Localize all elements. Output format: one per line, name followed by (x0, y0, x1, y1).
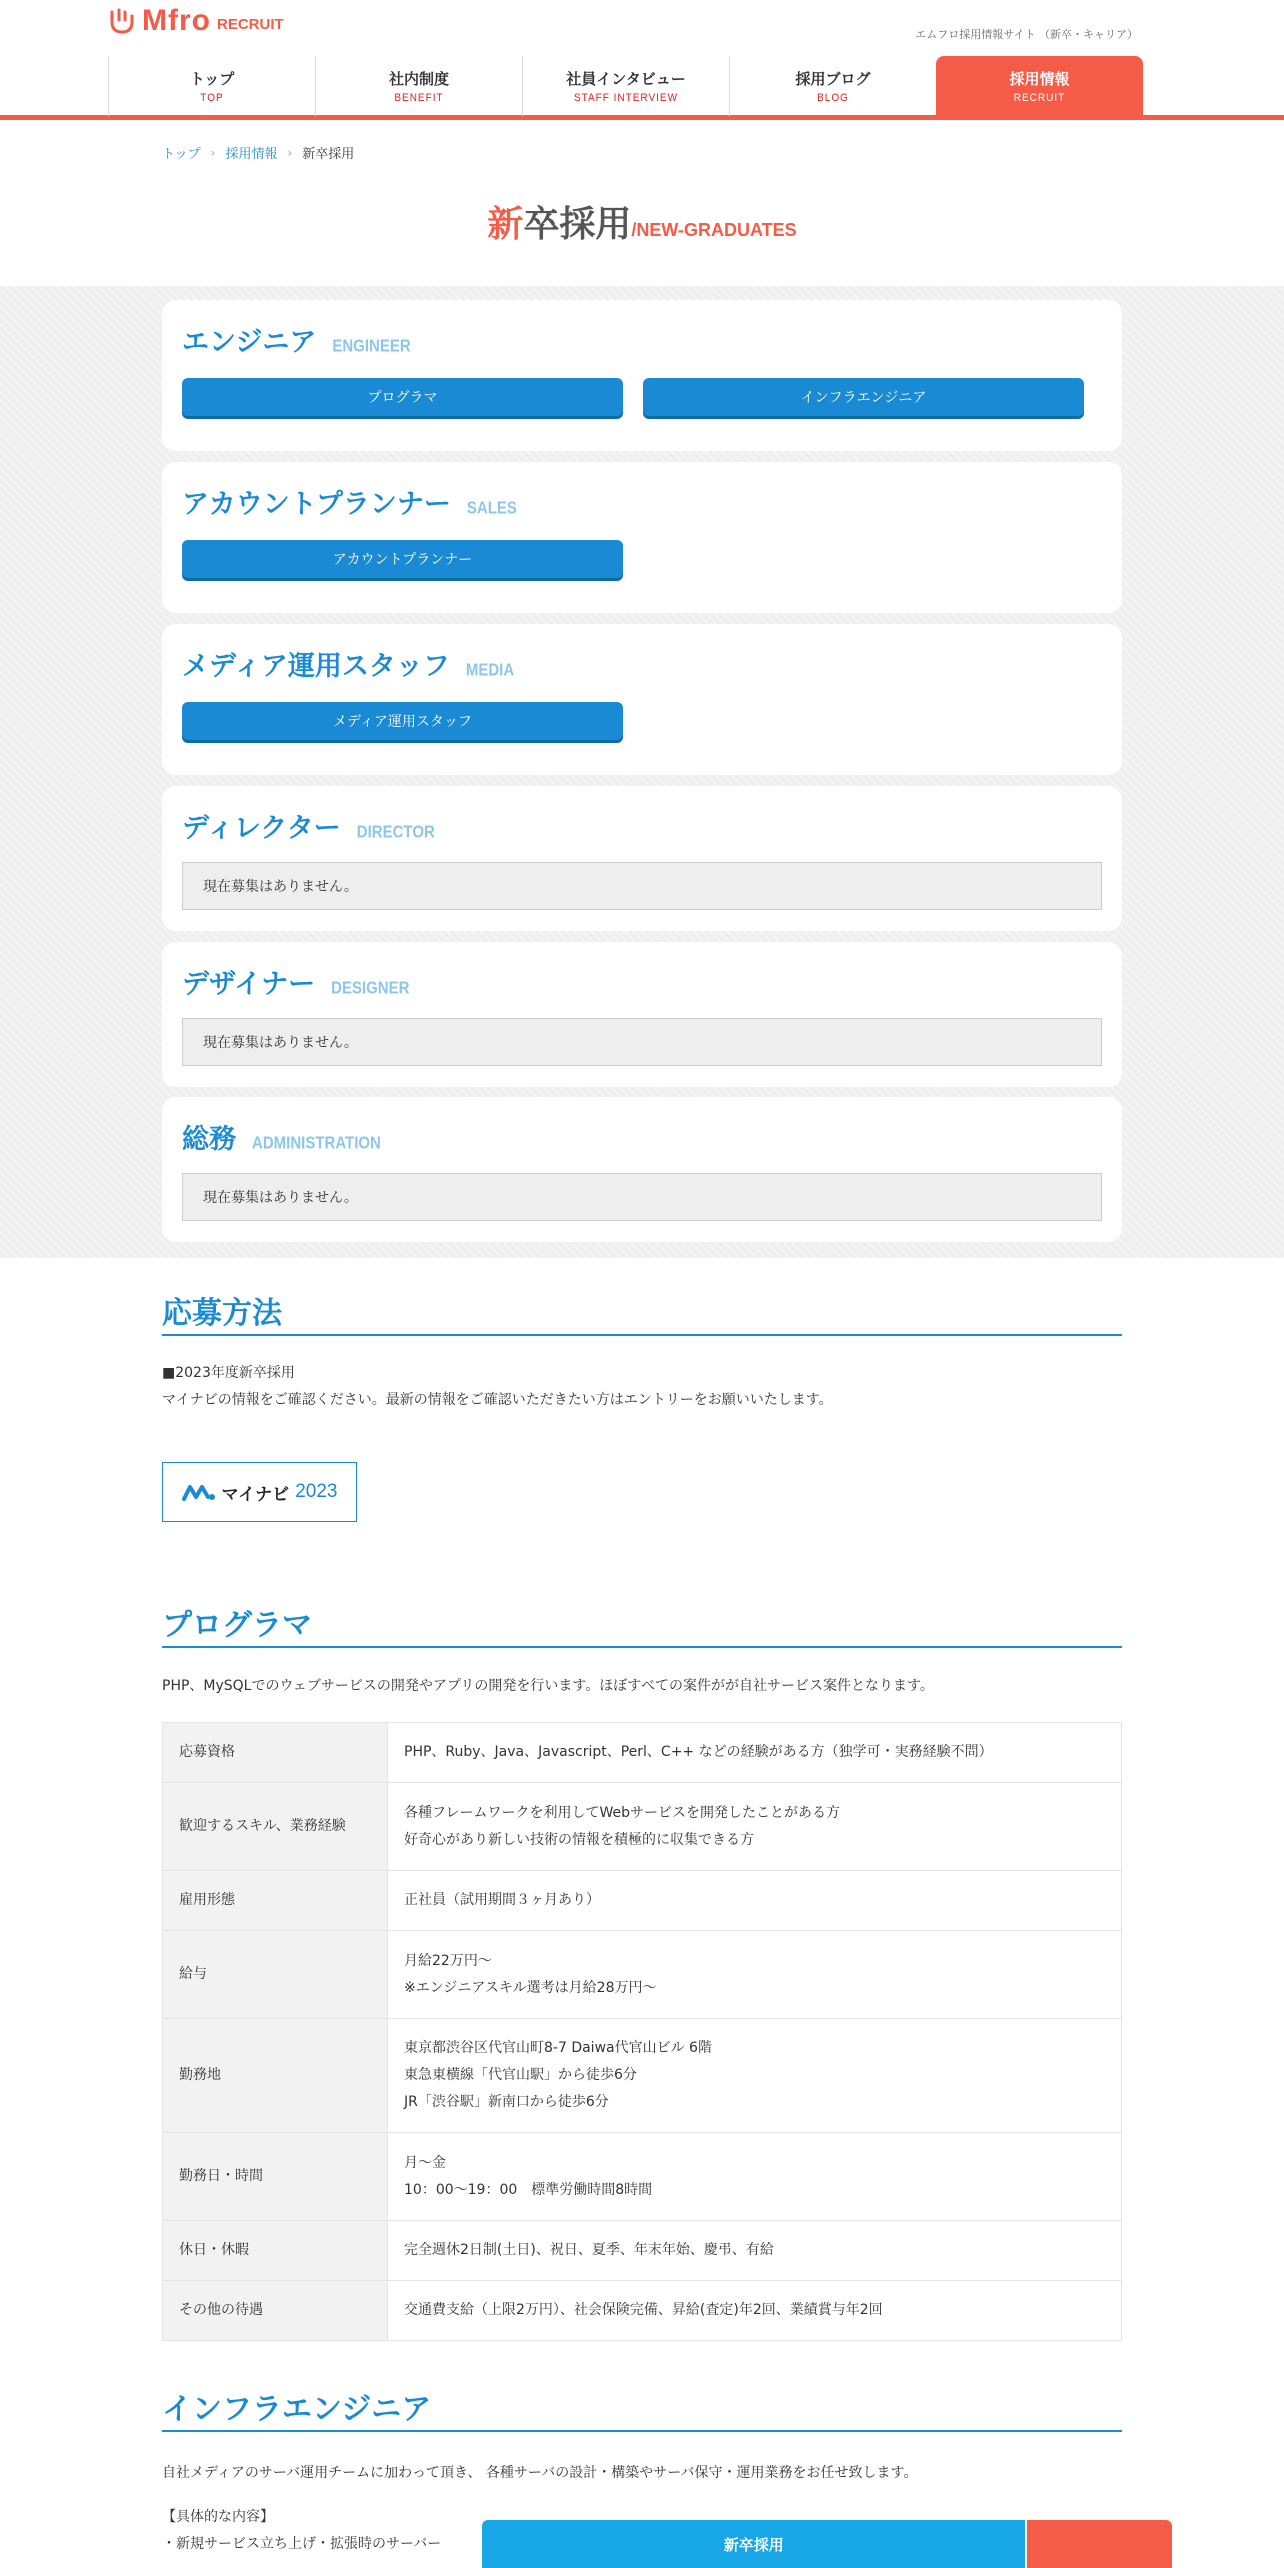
mynavi-banner[interactable] (162, 1462, 357, 1522)
infra-engineer-button[interactable]: インフラエンジニア (643, 378, 1084, 416)
nav-sublabel: BLOG (817, 91, 849, 105)
no-openings-notice: 現在募集はありません。 (182, 862, 1102, 910)
programmer-intro: PHP、MySQLでのウェブサービスの開発やアプリの開発を行います。ほぼすべての案件がが自社サービス案件となります。 (162, 1678, 934, 1694)
page-title-rest: 卒採用 (523, 204, 632, 245)
mynavi-logo-icon (182, 1483, 216, 1501)
row-value (388, 1783, 1122, 1871)
apply-heading: 応募方法 (162, 1288, 1122, 1336)
job-card-en: DESIGNER (331, 978, 410, 999)
row-value (388, 2019, 1122, 2133)
nav-sublabel: STAFF INTERVIEW (573, 91, 679, 105)
no-openings-notice: 現在募集はありません。 (182, 1173, 1102, 1221)
row-label: 休日・休暇 (163, 2221, 388, 2281)
nav-label: 採用ブログ (795, 69, 871, 88)
table-row (163, 2019, 1122, 2133)
table-row (163, 1723, 1122, 1783)
job-card-director (162, 786, 1122, 931)
nav-label: トップ (189, 69, 235, 88)
row-value-line: 好奇心があり新しい技術の情報を積極的に収集できる方 (404, 1831, 754, 1848)
programmer-button[interactable]: プログラマ (182, 378, 623, 416)
job-card-en: MEDIA (465, 660, 515, 681)
no-openings-notice: 現在募集はありません。 (182, 1018, 1102, 1066)
logo-text: Mfro (142, 4, 211, 37)
row-value-line: 各種フレームワークを利用してWebサービスを開発したことがある方 (404, 1804, 840, 1821)
page-title (0, 196, 1284, 247)
row-value (388, 1723, 1122, 1783)
job-card-title: アカウントプランナー (182, 489, 451, 520)
site-logo[interactable] (108, 6, 284, 36)
row-value-line: 東京都渋谷区代官山町8-7 Daiwa代官山ビル 6階 (404, 2040, 712, 2056)
row-label: 雇用形態 (163, 1871, 388, 1931)
nav-label: 社員インタビュー (566, 69, 686, 88)
breadcrumb (162, 143, 354, 162)
nav-interview[interactable] (522, 56, 729, 116)
breadcrumb-separator: › (287, 145, 293, 160)
row-value-line: ※エンジニアスキル選考は月給28万円～ (404, 1979, 657, 1996)
row-value (388, 2281, 1122, 2341)
table-row (163, 2281, 1122, 2341)
job-card-administration (162, 1097, 1122, 1242)
table-row (163, 1871, 1122, 1931)
table-row (163, 2221, 1122, 2281)
infra-heading: インフラエンジニア (162, 2384, 1122, 2432)
job-card-title: メディア運用スタッフ (182, 651, 450, 682)
nav-sublabel: BENEFIT (394, 91, 444, 105)
page-title-en: /NEW-GRADUATES (631, 220, 797, 240)
job-card-title: エンジニア (182, 327, 317, 358)
row-label: 勤務日・時間 (163, 2133, 388, 2221)
new-graduates-entry-button[interactable]: 新卒採用 (482, 2520, 1025, 2568)
row-value-line: 東急東横線「代官山駅」から徒歩6分 (404, 2067, 637, 2083)
nav-benefit[interactable] (315, 56, 522, 116)
breadcrumb-top[interactable]: トップ (162, 147, 201, 162)
nav-top[interactable] (108, 56, 315, 116)
job-card-media (162, 624, 1122, 775)
apply-line-2: マイナビの情報をご確認ください。最新の情報をご確認いただきたい方はエントリーをお願いいたします。 (162, 1392, 833, 1408)
apply-line-1: ■2023年度新卒採用 (162, 1365, 295, 1381)
job-card-en: ENGINEER (332, 336, 411, 357)
job-card-en: SALES (466, 498, 517, 519)
row-label: 勤務地 (163, 2019, 388, 2133)
job-card-title: 総務 (182, 1124, 236, 1155)
media-staff-button[interactable]: メディア運用スタッフ (182, 702, 623, 740)
row-value-line: 交通費支給（上限2万円）、社会保険完備、昇給(査定)年2回、業績賞与年2回 (404, 2302, 883, 2318)
logo-sub: RECRUIT (216, 16, 284, 33)
mynavi-text: マイナビ (221, 1484, 290, 1505)
infra-detail-line: ・新規サービス立ち上げ・拡張時のサーバー (162, 2536, 442, 2552)
row-label: 応募資格 (163, 1723, 388, 1783)
breadcrumb-recruit[interactable]: 採用情報 (225, 147, 278, 162)
row-value-line: 正社員（試用期間３ヶ月あり） (404, 1892, 600, 1908)
job-card-en: DIRECTOR (356, 822, 435, 843)
row-value (388, 2221, 1122, 2281)
row-value-line: 完全週休2日制(土日)、祝日、夏季、年末年始、慶弔、有給 (404, 2242, 774, 2258)
row-value-line: 月給22万円～ (404, 1952, 492, 1969)
nav-label: 採用情報 (1009, 69, 1070, 88)
nav-label: 社内制度 (388, 69, 449, 88)
job-categories-section (0, 286, 1284, 1258)
table-row (163, 2133, 1122, 2221)
job-card-sales (162, 462, 1122, 613)
page-title-first-char: 新 (487, 204, 524, 245)
nav-blog[interactable] (729, 56, 936, 116)
row-value-line: 月～金 (404, 2154, 446, 2171)
row-label: 歓迎するスキル、業務経験 (163, 1783, 388, 1871)
table-row (163, 1931, 1122, 2019)
nav-recruit[interactable] (936, 56, 1143, 116)
job-card-engineer (162, 300, 1122, 451)
programmer-spec-table (162, 1722, 1122, 2341)
row-value-line: PHP、Ruby、Java、Javascript、Perl、C++ などの経験がある方（独学可・実務経験不問） (404, 1744, 993, 1760)
row-value (388, 2133, 1122, 2221)
mynavi-year: 2023 (295, 1481, 338, 1502)
apply-text (162, 1360, 1122, 1414)
row-value (388, 1931, 1122, 2019)
job-card-en: ADMINISTRATION (252, 1133, 381, 1154)
career-entry-button[interactable] (1027, 2520, 1172, 2568)
table-row (163, 1783, 1122, 1871)
site-caption: エムフロ採用情報サイト （新卒・キャリア） (915, 28, 1138, 41)
job-card-title: デザイナー (182, 969, 316, 1000)
logo-hand-icon (108, 6, 136, 36)
row-value-line: JR「渋谷駅」新南口から徒歩6分 (404, 2094, 609, 2110)
programmer-heading: プログラマ (162, 1600, 1122, 1648)
row-value-line: 10：00～19：00 標準労働時間8時間 (404, 2181, 653, 2198)
job-card-title: ディレクター (182, 813, 341, 844)
row-label: 給与 (163, 1931, 388, 2019)
infra-intro: 自社メディアのサーバ運用チームに加わって頂き、 各種サーバの設計・構築やサーバ保守・運用業務をお任せ致します。 (162, 2465, 918, 2481)
nav-sublabel: TOP (200, 91, 224, 105)
site-header (0, 0, 1284, 120)
job-card-designer (162, 942, 1122, 1087)
nav-sublabel: RECRUIT (1013, 91, 1066, 105)
global-nav (108, 56, 1143, 116)
row-label: その他の待遇 (163, 2281, 388, 2341)
floating-entry-bar (482, 2520, 1172, 2568)
breadcrumb-separator: › (210, 145, 216, 160)
row-value (388, 1871, 1122, 1931)
breadcrumb-current: 新卒採用 (302, 147, 355, 162)
infra-detail-head: 【具体的な内容】 (162, 2509, 274, 2525)
account-planner-button[interactable]: アカウントプランナー (182, 540, 623, 578)
